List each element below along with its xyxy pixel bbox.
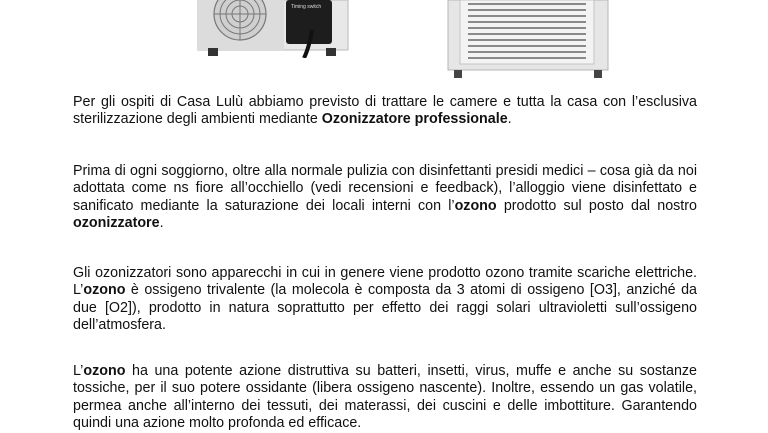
timing-switch-label: Timing switch bbox=[291, 4, 322, 10]
paragraph-3 bbox=[73, 265, 697, 335]
paragraph-3-text-2: è ossigeno trivalente (la molecola è composta da 3 atomi di ossigeno [O3], anziché da due [O2]), prodotto in natura soprattutto per effetto dei raggi solari ultravioletti sull’ossigeno dell’atmosfera. bbox=[73, 282, 697, 334]
paragraph-4 bbox=[73, 363, 697, 433]
paragraph-2 bbox=[73, 163, 697, 233]
paragraph-3-text: Gli ozonizzatori sono apparecchi in cui in genere viene prodotto ozono tramite scariche elettriche. L’ bbox=[73, 265, 697, 299]
paragraph-3-bold-ozono: ozono bbox=[83, 282, 126, 299]
paragraph-4-bold-ozono: ozono bbox=[83, 363, 126, 379]
paragraph-1-end: . bbox=[507, 111, 512, 128]
paragraph-2-text: Prima di ogni soggiorno, oltre alla normale pulizia con disinfettanti presidi medici – cosa già da noi adottata come ns fiore all’occhiello (vedi recensioni e feedback), l’alloggio viene disinfettato e sanificato mediante la saturazione dei locali interni con l’ bbox=[73, 163, 697, 214]
paragraph-4-text-2: ha una potente azione distruttiva su batteri, insetti, virus, muffe e anche su sostanze tossiche, per il suo potere ossidante (libera ossigeno nascente). Inoltre, essendo un gas volatile, permea anche all’interno dei tessuti, dei materassi, dei cuscini e delle imbottiture. Garantendo quindi una azione molto profonda ed efficace. bbox=[73, 363, 697, 432]
paragraph-2-bold-ozonizzatore: ozonizzatore bbox=[73, 215, 160, 232]
ozonizer-device-image-right bbox=[446, 0, 610, 80]
paragraph-1 bbox=[73, 94, 697, 129]
paragraph-1-bold-term: Ozonizzatore professionale bbox=[321, 111, 508, 128]
paragraph-1-text: Per gli ospiti di Casa Lulù abbiamo previsto di trattare le camere e tutta la casa con l’esclusiva sterilizzazione degli ambienti mediante bbox=[73, 94, 697, 128]
product-images bbox=[0, 0, 768, 84]
paragraph-4-text: L’ bbox=[73, 363, 84, 379]
ozonizer-device-image-left bbox=[194, 0, 354, 58]
paragraph-2-end: . bbox=[159, 215, 164, 232]
paragraph-2-text-2: prodotto sul posto dal nostro bbox=[496, 197, 697, 214]
paragraph-2-bold-ozono: ozono bbox=[454, 197, 497, 214]
